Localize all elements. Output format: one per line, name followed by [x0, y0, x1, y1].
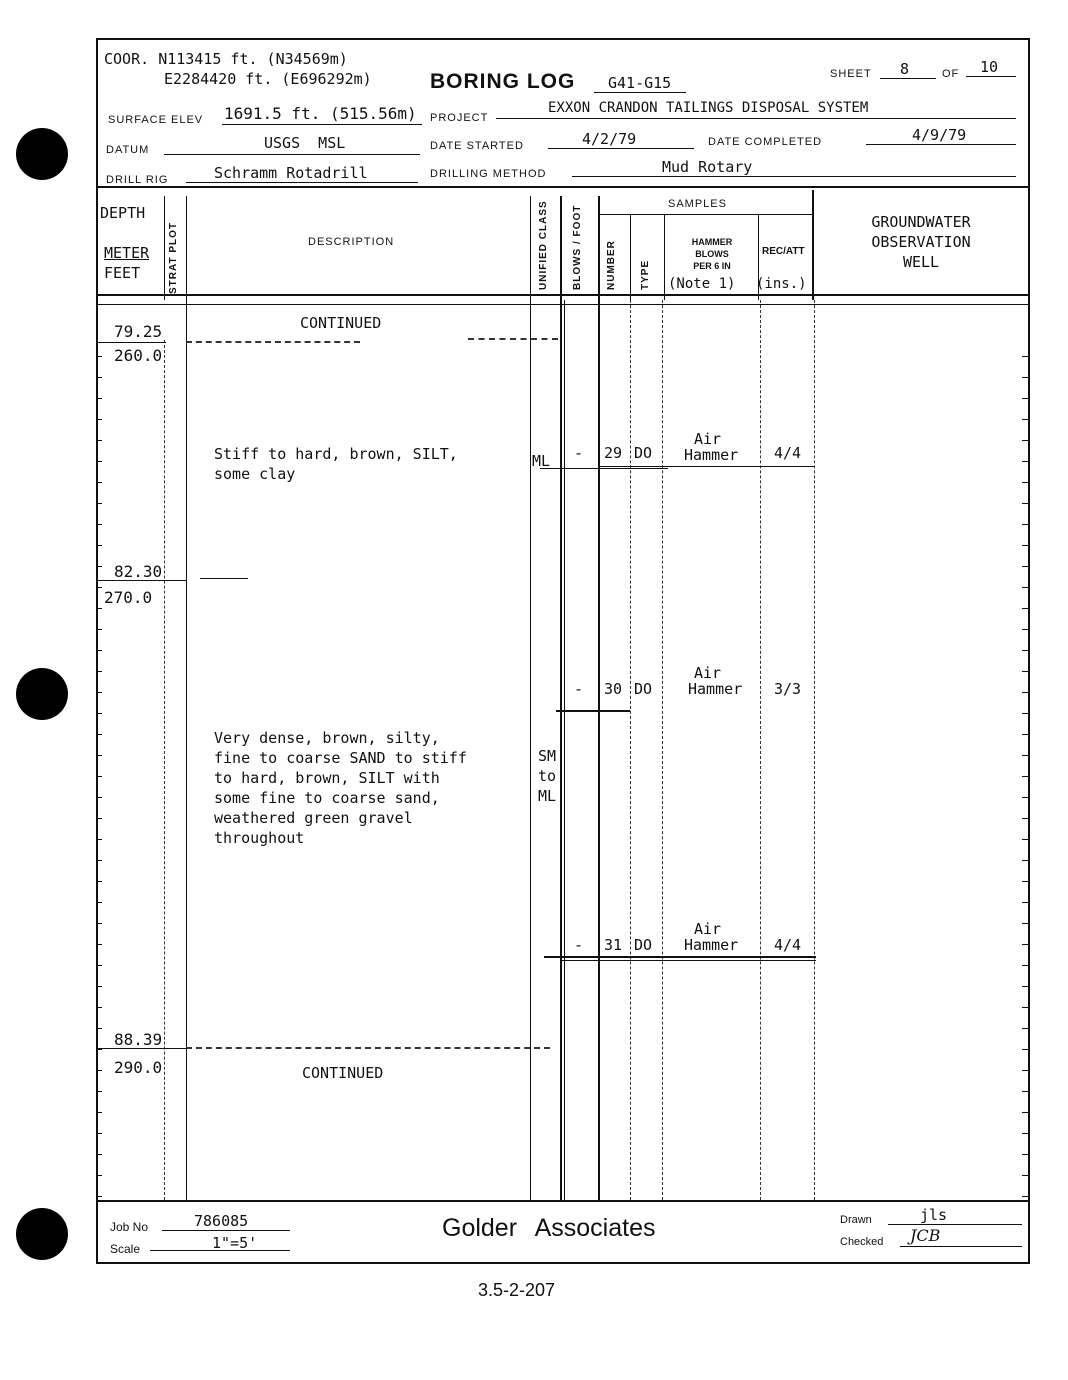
drill-rig: Schramm Rotadrill: [214, 164, 368, 182]
well-tick: [1022, 1196, 1028, 1197]
page-title: BORING LOG: [430, 70, 576, 93]
well-tick: [1022, 923, 1028, 924]
depth-feet-1: 260.0: [114, 346, 163, 365]
depth-tick: [96, 461, 102, 462]
well-tick: [1022, 1028, 1028, 1029]
col-feet: FEET: [104, 264, 141, 282]
well-tick: [1022, 440, 1028, 441]
well-tick: [1022, 839, 1028, 840]
col-description: DESCRIPTION: [308, 236, 395, 248]
well-tick: [1022, 608, 1028, 609]
depth-tick: [96, 923, 102, 924]
well-tick: [1022, 1070, 1028, 1071]
job-no: 786085: [194, 1212, 249, 1230]
checked-by: JCB: [910, 1226, 941, 1245]
well-tick: [1022, 545, 1028, 546]
depth-tick: [96, 1133, 102, 1134]
sample2-number: 30: [604, 680, 623, 698]
coor-north: N113415 ft. (N34569m): [158, 50, 348, 68]
sample3-hammer-1: Air: [694, 920, 722, 938]
well-tick: [1022, 524, 1028, 525]
depth-tick: [96, 755, 102, 756]
depth-tick: [96, 356, 102, 357]
depth-tick: [96, 776, 102, 777]
layer2-desc-line3: to hard, brown, SILT with: [214, 769, 440, 787]
layer2-desc-line5: weathered green gravel: [214, 809, 413, 827]
binder-hole-bottom: [16, 1208, 68, 1260]
well-tick: [1022, 902, 1028, 903]
depth-tick: [96, 671, 102, 672]
sample2-blows: -: [574, 680, 584, 698]
surface-elev-label: SURFACE ELEV: [108, 114, 204, 126]
depth-tick: [96, 566, 102, 567]
well-tick: [1022, 377, 1028, 378]
col-type: TYPE: [640, 259, 651, 290]
well-tick: [1022, 629, 1028, 630]
project-name: EXXON CRANDON TAILINGS DISPOSAL SYSTEM: [548, 100, 869, 116]
binder-hole-middle: [16, 668, 68, 720]
well-tick: [1022, 671, 1028, 672]
depth-tick: [96, 839, 102, 840]
well-tick: [1022, 1133, 1028, 1134]
surface-elev: 1691.5 ft. (515.56m): [224, 104, 417, 123]
continued-top: CONTINUED: [300, 314, 382, 332]
depth-tick: [96, 944, 102, 945]
depth-tick: [96, 1175, 102, 1176]
depth-tick: [96, 797, 102, 798]
well-tick: [1022, 776, 1028, 777]
sample1-type: DO: [634, 444, 653, 462]
well-tick: [1022, 1007, 1028, 1008]
layer2-desc-line4: some fine to coarse sand,: [214, 789, 440, 807]
sample3-rec: 4/4: [774, 936, 802, 954]
depth-tick: [96, 713, 102, 714]
col-groundwater: GROUNDWATER: [871, 213, 971, 231]
well-tick: [1022, 755, 1028, 756]
layer1-class: ML: [532, 452, 551, 470]
drilling-method: Mud Rotary: [662, 158, 753, 176]
depth-tick: [96, 1028, 102, 1029]
well-tick: [1022, 650, 1028, 651]
layer2-desc-line6: throughout: [214, 829, 305, 847]
date-started: 4/2/79: [582, 130, 637, 148]
layer2-class-3: ML: [537, 787, 557, 805]
date-completed: 4/9/79: [912, 126, 967, 144]
depth-tick: [96, 965, 102, 966]
depth-meter-1: 79.25: [114, 322, 163, 341]
project-label: PROJECT: [430, 112, 489, 124]
depth-tick: [96, 440, 102, 441]
col-hammer-1: HAMMER: [691, 237, 733, 247]
well-tick: [1022, 692, 1028, 693]
col-well: WELL: [902, 253, 940, 271]
coor-label: COOR.: [104, 50, 150, 68]
datum-value: USGS MSL: [264, 134, 346, 152]
depth-tick: [96, 524, 102, 525]
layer1-desc-line2: some clay: [214, 465, 296, 483]
depth-tick: [96, 734, 102, 735]
sample1-blows: -: [574, 444, 584, 462]
datum-label: DATUM: [106, 144, 150, 156]
depth-tick: [96, 1112, 102, 1113]
depth-tick: [96, 419, 102, 420]
drill-rig-label: DRILL RIG: [106, 174, 169, 186]
depth-tick: [96, 1007, 102, 1008]
date-started-label: DATE STARTED: [430, 140, 524, 152]
page-number: 3.5-2-207: [478, 1280, 556, 1300]
well-tick: [1022, 1112, 1028, 1113]
checked-label: Checked: [840, 1236, 884, 1248]
depth-tick: [96, 881, 102, 882]
drawn-label: Drawn: [840, 1214, 872, 1226]
sample1-hammer-2: Hammer: [684, 446, 739, 464]
scale-label: Scale: [110, 1242, 141, 1256]
depth-tick: [96, 482, 102, 483]
continued-bottom: CONTINUED: [302, 1064, 384, 1082]
layer1-desc-line1: Stiff to hard, brown, SILT,: [214, 445, 458, 463]
col-hammer-note: (Note 1): [668, 276, 736, 292]
depth-tick: [96, 860, 102, 861]
col-hammer-3: PER 6 IN: [693, 261, 731, 271]
well-tick: [1022, 566, 1028, 567]
depth-tick: [96, 1196, 102, 1197]
depth-feet-3: 290.0: [114, 1058, 163, 1077]
well-tick: [1022, 461, 1028, 462]
drilling-method-label: DRILLING METHOD: [430, 168, 547, 180]
well-tick: [1022, 713, 1028, 714]
col-unified-class: UNIFIED CLASS: [538, 200, 549, 290]
depth-tick: [96, 377, 102, 378]
sheet-label: SHEET: [830, 68, 872, 80]
scale-value: 1"=5': [212, 1234, 258, 1252]
well-tick: [1022, 944, 1028, 945]
date-completed-label: DATE COMPLETED: [708, 136, 823, 148]
well-tick: [1022, 503, 1028, 504]
well-tick: [1022, 1175, 1028, 1176]
depth-tick: [96, 1070, 102, 1071]
well-tick: [1022, 1091, 1028, 1092]
well-tick: [1022, 356, 1028, 357]
well-tick: [1022, 419, 1028, 420]
layer2-desc-line2: fine to coarse SAND to stiff: [214, 749, 467, 767]
col-samples: SAMPLES: [668, 198, 727, 210]
depth-tick: [96, 587, 102, 588]
depth-tick: [96, 650, 102, 651]
company-name: Golder Associates: [442, 1214, 656, 1242]
layer2-class-2: to: [537, 767, 557, 785]
well-tick: [1022, 986, 1028, 987]
well-tick: [1022, 587, 1028, 588]
layer2-class-1: SM: [537, 747, 557, 765]
depth-tick: [96, 986, 102, 987]
job-no-label: Job No: [110, 1220, 149, 1234]
layer2-desc-line1: Very dense, brown, silty,: [214, 729, 440, 747]
depth-tick: [96, 503, 102, 504]
depth-tick: [96, 608, 102, 609]
sample2-type: DO: [634, 680, 653, 698]
well-tick: [1022, 1154, 1028, 1155]
depth-tick: [96, 692, 102, 693]
sheet-total: 10: [980, 58, 999, 76]
of-label: OF: [942, 68, 960, 80]
well-tick: [1022, 860, 1028, 861]
coor-east: E2284420 ft. (E696292m): [164, 70, 372, 88]
boring-id: G41-G15: [608, 74, 672, 92]
sample2-hammer-2: Hammer: [688, 680, 743, 698]
sample3-number: 31: [604, 936, 623, 954]
col-number: NUMBER: [606, 240, 617, 290]
depth-feet-2: 270.0: [104, 588, 153, 607]
sample3-type: DO: [634, 936, 653, 954]
sample1-hammer-1: Air: [694, 430, 722, 448]
col-depth: DEPTH: [100, 204, 146, 222]
col-observation: OBSERVATION: [871, 233, 971, 251]
depth-tick: [96, 902, 102, 903]
col-rec-att: REC/ATT: [762, 246, 805, 257]
well-tick: [1022, 797, 1028, 798]
well-tick: [1022, 881, 1028, 882]
col-meter: METER: [104, 244, 150, 262]
well-tick: [1022, 818, 1028, 819]
sample1-number: 29: [604, 444, 623, 462]
sample2-hammer-1: Air: [694, 664, 722, 682]
depth-tick: [96, 398, 102, 399]
sample3-hammer-2: Hammer: [684, 936, 739, 954]
well-tick: [1022, 1049, 1028, 1050]
well-tick: [1022, 965, 1028, 966]
sample3-blows: -: [574, 936, 584, 954]
depth-tick: [96, 545, 102, 546]
binder-hole-top: [16, 128, 68, 180]
col-blows-foot: BLOWS / FOOT: [572, 204, 583, 290]
depth-tick: [96, 818, 102, 819]
col-hammer-2: BLOWS: [695, 249, 729, 259]
depth-tick: [96, 629, 102, 630]
depth-tick: [96, 1154, 102, 1155]
col-rec-units: (ins.): [756, 276, 807, 292]
well-tick: [1022, 482, 1028, 483]
col-strat-plot: STRAT PLOT: [168, 221, 179, 294]
sample2-rec: 3/3: [774, 680, 802, 698]
depth-tick: [96, 1091, 102, 1092]
depth-meter-3: 88.39: [114, 1030, 163, 1049]
sheet-number: 8: [900, 60, 910, 78]
well-tick: [1022, 734, 1028, 735]
sample1-rec: 4/4: [774, 444, 802, 462]
depth-meter-2: 82.30: [114, 562, 163, 581]
depth-tick: [96, 1049, 102, 1050]
drawn-by: jls: [920, 1206, 948, 1224]
well-tick: [1022, 398, 1028, 399]
